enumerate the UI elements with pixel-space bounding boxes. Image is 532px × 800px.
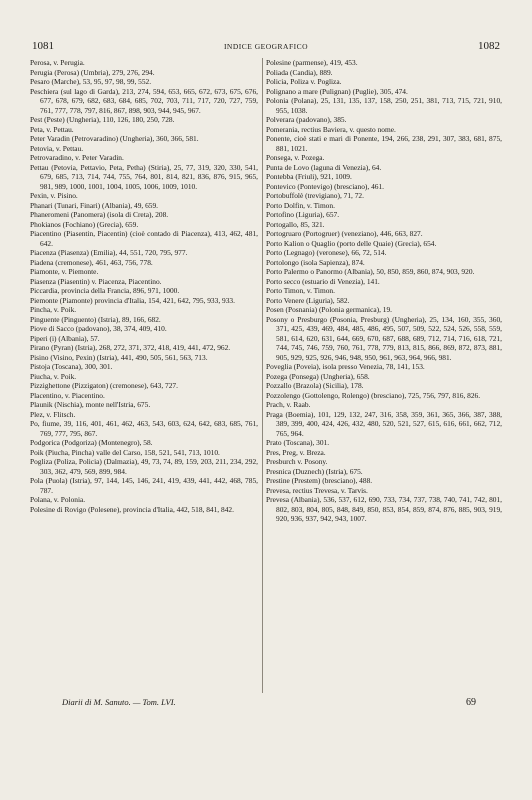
index-entry: Pexin, v. Pisino. <box>30 191 78 200</box>
index-entry: Portobuffolè (trevigiano), 71, 72. <box>266 191 364 200</box>
index-entry: Pres, Preg, v. Breza. <box>266 447 326 457</box>
index-entry: Pozega (Ponsega) (Ungheria), 658. <box>266 371 370 381</box>
index-entry: Pomerania, rectius Baviera, v. questo nome. <box>266 124 396 134</box>
index-entry: Piove di Sacco (padovano), 38, 374, 409, 410. <box>30 324 167 333</box>
index-entry: Pontevico (Pontevigo) (bresciano), 461. <box>266 181 385 191</box>
index-entry: Phokianos (Fochiano) (Grecia), 659. <box>30 219 139 229</box>
index-entry: Presnica (Duznech) (Istria), 675. <box>266 466 363 476</box>
index-entry: Polverara (padovano), 385. <box>266 115 347 124</box>
index-entry: Polana, v. Polonia. <box>30 495 86 504</box>
index-entry: Portogallo, 85, 321. <box>266 219 325 229</box>
index-entry: Porto Timon, v. Timon. <box>266 286 335 295</box>
index-entry: Prevesa (Albania), 536, 537, 612, 690, 733, 734, 737, 738, 740, 741, 742, 801, 802, 803, 804, 805, 848, 849, 850, 853, 854, 859, 874, 876, 885, 903, 919, 920, 936, 937, 942, 943, 1007. <box>266 495 502 523</box>
index-entry: Pesaro (Marche), 53, 95, 97, 98, 99, 552. <box>30 77 152 86</box>
index-entry: Piperi (i) (Albania), 57. <box>30 333 100 343</box>
index-entry: Portolongo (isola Sapienza), 874. <box>266 257 365 267</box>
index-entry: Piccardia, provincia della Francia, 896, 971, 1000. <box>30 286 180 295</box>
index-entry: Peter Varadin (Petrovaradino) (Ungheria), 360, 366, 581. <box>30 134 199 143</box>
index-entry: Porto Palermo o Panormo (Albania), 50, 850, 859, 860, 874, 903, 920. <box>266 267 475 276</box>
page-number-right: 1082 <box>478 40 500 52</box>
index-entry: Pozzallo (Brazola) (Sicilia), 178. <box>266 381 364 390</box>
index-entry: Plaunik (Nischia), monte nell'Istria, 675. <box>30 400 151 409</box>
index-entry: Portogruaro (Portogruer) (veneziano), 446, 663, 827. <box>266 229 423 238</box>
index-entry: Ponsega, v. Pozega. <box>266 153 325 162</box>
index-entry: Placentino, v. Piacentino. <box>30 390 105 400</box>
index-entry: Poliada (Candia), 889. <box>266 67 333 77</box>
index-column-right <box>266 58 502 524</box>
index-entry: Pontebba (Friuli), 921, 1009. <box>266 172 352 181</box>
index-entry: Pirano (Pyran) (Istria), 268, 272, 371, 372, 418, 419, 441, 472, 962. <box>30 343 231 352</box>
index-entry: Pola (Puola) (Istria), 97, 144, 145, 146, 241, 419, 439, 441, 442, 468, 785, 787. <box>30 476 258 495</box>
index-entry: Prestine (Prestem) (bresciano), 488. <box>266 476 373 485</box>
page-header <box>20 40 512 54</box>
index-entry: Porto Kalion o Quaglio (porto delle Quaie) (Grecia), 654. <box>266 238 437 248</box>
index-entry: Petrovaradino, v. Peter Varadin. <box>30 153 124 162</box>
index-entry: Piemonte (Piamonte) provincia d'Italia, 154, 421, 642, 795, 933, 933. <box>30 295 235 305</box>
column-divider <box>262 58 263 693</box>
index-entry: Pincha, v. Poik. <box>30 305 77 314</box>
index-entry: Peschiera (sul lago di Garda), 213, 274, 594, 653, 665, 672, 673, 675, 676, 677, 678, 679, 682, 683, 684, 685, 702, 703, 711, 717, 720, 727, 759, 761, 777, 778, 797, 816, 867, 898, 903, 944, 945, 967. <box>30 86 258 115</box>
index-entry: Praga (Boemia), 101, 129, 132, 247, 316, 358, 359, 361, 365, 366, 387, 388, 389, 399, 400, 424, 426, 432, 480, 520, 521, 527, 615, 616, 661, 662, 712, 765, 964. <box>266 409 502 438</box>
index-entry: Piadena (cremonese), 461, 463, 756, 778. <box>30 257 153 267</box>
index-entry: Pozzolengo (Gottolengo, Rolengo) (bresciano), 725, 756, 797, 816, 826. <box>266 390 481 400</box>
index-entry: Piacenza (Piasenza) (Emilia), 44, 551, 720, 795, 977. <box>30 248 188 257</box>
index-entry: Perosa, v. Perugia. <box>30 58 85 67</box>
index-entry: Pizzighettone (Pizzigaton) (cremonese), 643, 727. <box>30 381 178 390</box>
index-entry: Posen (Posnania) (Polonia germanica), 19. <box>266 305 393 314</box>
index-entry: Prach, v. Raab. <box>266 400 311 409</box>
index-entry: Presburch v. Posony. <box>266 457 328 466</box>
index-entry: Posony o Presburgo (Posonia, Presburg) (Ungheria), 25, 134, 160, 355, 360, 371, 425, 439, 469, 484, 485, 486, 495, 507, 509, 522, 524, 526, 558, 559, 581, 614, 620, 631, 644, 669, 670, 687, 688, 689, 712, 714, 716, 618, 721, 744, 745, 746, 759, 760, 761, 778, 779, 813, 815, 866, 869, 872, 873, 881, 905, 929, 925, 926, 946, 948, 950, 961, 963, 964, 966, 981. <box>266 314 502 362</box>
index-entry: Pest (Peste) (Ungheria), 110, 126, 180, 250, 728. <box>30 115 175 124</box>
index-entry: Phanari (Tunari, Finari) (Albania), 49, 659. <box>30 200 159 210</box>
page-footer <box>40 697 502 711</box>
index-entry: Podgorica (Podgoriza) (Montenegro), 58. <box>30 438 153 447</box>
index-entry: Polignano a mare (Pulignan) (Puglie), 305, 474. <box>266 86 408 96</box>
index-entry: Plez, v. Flitsch. <box>30 409 76 419</box>
index-entry: Po, fiume, 39, 116, 401, 461, 462, 463, 543, 603, 624, 642, 683, 685, 761, 769, 777, 795, 867. <box>30 419 258 438</box>
page-number-left: 1081 <box>32 40 54 52</box>
index-entry: Piamonte, v. Piemonte. <box>30 267 99 276</box>
index-entry: Pinguente (Pinguento) (Istria), 89, 166, 682. <box>30 314 161 324</box>
signature-number: 69 <box>466 697 476 708</box>
index-entry: Prato (Toscana), 301. <box>266 438 330 447</box>
index-entry: Porto Venere (Liguria), 582. <box>266 295 350 305</box>
index-entry: Pisino (Visino, Pexin) (Istria), 441, 490, 505, 561, 563, 713. <box>30 352 208 362</box>
index-entry: Pogliza (Poliza, Policia) (Dalmazia), 49, 73, 74, 89, 159, 203, 211, 234, 292, 303, 362, 479, 569, 899, 984. <box>30 457 258 476</box>
index-entry: Phaneromeni (Panomera) (isola di Creta), 208. <box>30 210 169 219</box>
index-entry: Porto secco (estuario di Venezia), 141. <box>266 276 380 286</box>
index-entry: Punta de Lovo (laguna di Venezia), 64. <box>266 162 382 172</box>
footer-signature: Diarii di M. Sanuto. — Tom. LVI. <box>62 697 176 707</box>
index-entry: Poik (Piucha, Pincha) valle del Carso, 158, 521, 541, 713, 1010. <box>30 447 220 457</box>
index-entry: Polonia (Polana), 25, 131, 135, 137, 158, 250, 251, 381, 713, 715, 721, 910, 955, 1038. <box>266 96 502 115</box>
index-entry: Portofino (Liguria), 657. <box>266 210 340 219</box>
index-entry: Pettau (Petovia, Pettavio, Peta, Petha) (Stiria), 25, 77, 319, 320, 330, 541, 679, 685, 713, 714, 744, 755, 764, 801, 814, 821, 836, 876, 915, 965, 981, 989, 1000, 1001, 1004, 1005, 1006, 1009, 1010. <box>30 162 258 191</box>
index-entry: Pistoja (Toscana), 300, 301. <box>30 362 113 371</box>
index-entry: Polesine di Rovigo (Polesene), provincia d'Italia, 442, 518, 841, 842. <box>30 504 234 514</box>
running-title: INDICE GEOGRAFICO <box>223 42 309 51</box>
index-entry: Perugia (Perosa) (Umbria), 279, 276, 294. <box>30 67 155 77</box>
index-entry: Porto (Legnago) (veronese), 66, 72, 514. <box>266 248 387 257</box>
index-column-left <box>30 58 258 514</box>
index-entry: Porto Dolfin, v. Timon. <box>266 200 335 210</box>
index-entry: Policia, Poliza v. Pogliza. <box>266 77 342 86</box>
index-entry: Peta, v. Pettau. <box>30 124 74 134</box>
index-entry: Piucha, v. Poik. <box>30 371 77 381</box>
index-entry: Ponente, cioè stati e mari di Ponente, 194, 266, 238, 291, 307, 383, 681, 875, 881, 1021. <box>266 134 502 153</box>
index-entry: Polesine (parmense), 419, 453. <box>266 58 358 67</box>
index-entry: Prevesa, rectius Trevesa, v. Tarvis. <box>266 485 368 495</box>
index-entry: Poveglia (Poveia), isola presso Venezia, 78, 141, 153. <box>266 362 425 371</box>
index-entry: Petovia, v. Pettau. <box>30 143 84 153</box>
index-entry: Piacentino (Piasentin, Piacentin) (cioè contado di Piacenza), 413, 462, 481, 642. <box>30 229 258 248</box>
index-entry: Piasenza (Piasentin) v. Piacenza, Piacentino. <box>30 276 162 286</box>
